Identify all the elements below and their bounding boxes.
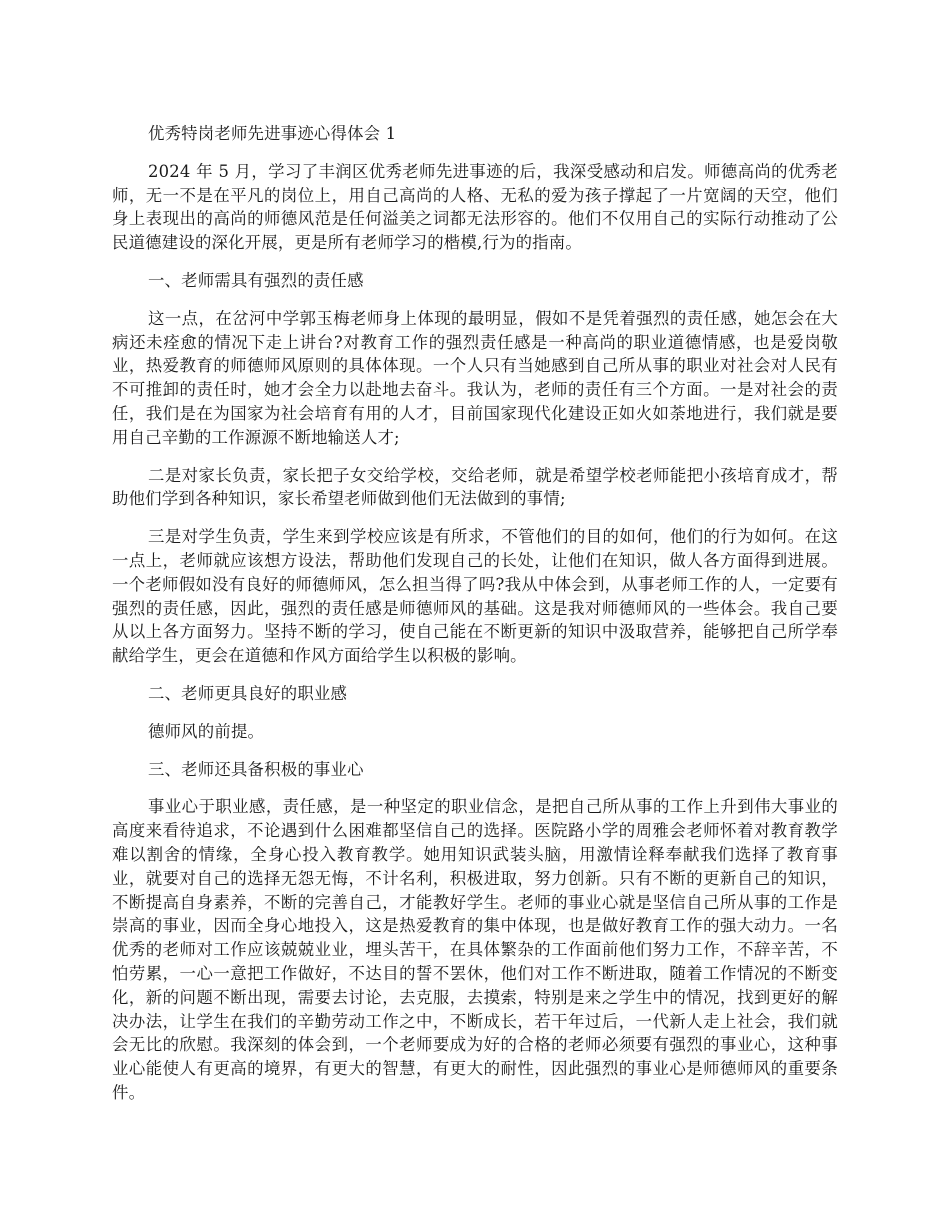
intro-paragraph: 2024 年 5 月，学习了丰润区优秀老师先进事迹的后，我深受感动和启发。师德高尚的优秀老师，无一不是在平凡的岗位上，用自己高尚的人格、无私的爱为孩子撑起了一片宽阔的天空，他们身上表现出的高尚的师德风范是任何溢美之词都无法形容的。他们不仅用自己的实际行动推动了公民道德建设的深化开展，更是所有老师学习的楷模,行为的指南。: [112, 161, 838, 253]
document-title: 优秀特岗老师先进事迹心得体会 1: [148, 124, 397, 143]
responsibility-paragraph: 这一点，在岔河中学郭玉梅老师身上体现的最明显，假如不是凭着强烈的责任感，她怎会在大病还未痊愈的情况下走上讲台?对教育工作的强烈责任感是一种高尚的职业道德情感，也是爱岗敬业，热爱教育的师德师风原则的具体体现。一个人只有当她感到自己所从事的职业对社会对人民有不可推卸的责任时，她才会全力以赴地去奋斗。我认为，老师的责任有三个方面。一是对社会的责任，我们是在为国家为社会培育有用的人才，目前国家现代化建设正如火如荼地进行，我们就是要用自己辛勤的工作源源不断地输送人才;: [112, 308, 838, 447]
section-heading-responsibility: 一、老师需具有强烈的责任感: [148, 270, 364, 290]
parents-paragraph: 二是对家长负责，家长把子女交给学校，交给老师，就是希望学校老师能把小孩培育成才，帮助他们学到各种知识，家长希望老师做到他们无法做到的事情;: [112, 465, 838, 509]
students-paragraph: 三是对学生负责，学生来到学校应该是有所求，不管他们的目的如何，他们的行为如何。在这一点上，老师就应该想方设法，帮助他们发现自己的长处，让他们在知识，做人各方面得到进展。一个老师假如没有良好的师德师风，怎么担当得了吗?我从中体会到，从事老师工作的人，一定要有强烈的责任感，因此，强烈的责任感是师德师风的基础。这是我对师德师风的一些体会。我自己要从以上各方面努力。坚持不断的学习，使自己能在不断更新的知识中汲取营养，能够把自己所学奉献给学生，更会在道德和作风方面给学生以积极的影响。: [112, 527, 838, 666]
dedication-paragraph: 事业心于职业感，责任感，是一种坚定的职业信念，是把自己所从事的工作上升到伟大事业的高度来看待追求，不论遇到什么困难都坚信自己的选择。医院路小学的周雅会老师怀着对教育教学难以割舍的情缘，全身心投入教育教学。她用知识武装头脑，用激情诠释奉献我们选择了教育事业，就要对自己的选择无怨无悔，不计名利，积极进取，努力创新。只有不断的更新自己的知识，不断提高自身素养，不断的完善自己，才能教好学生。老师的事业心就是坚信自己所从事的工作是崇高的事业，因而全身心地投入，这是热爱教育的集中体现，也是做好教育工作的强大动力。一名优秀的老师对工作应该兢兢业业，埋头苦干，在具体繁杂的工作面前他们努力工作，不辞辛苦，不怕劳累，一心一意把工作做好，不达目的誓不罢休，他们对工作不断进取，随着工作情况的不断变化，新的问题不断出现，需要去讨论，去克服，去摸索，特别是来之学生中的情况，找到更好的解决办法，让学生在我们的辛勤劳动工作之中，不断成长，若干年过后，一代新人走上社会，我们就会无比的欣慰。我深刻的体会到，一个老师要成为好的合格的老师必须要有强烈的事业心，这种事业心能使人有更高的境界，有更大的智慧，有更大的耐性，因此强烈的事业心是师德师风的重要条件。: [112, 797, 838, 1102]
section-heading-professionalism: 二、老师更具良好的职业感: [148, 683, 348, 703]
document-page: [112, 122, 838, 1119]
professionalism-paragraph: 德师风的前提。: [148, 721, 265, 741]
section-heading-dedication: 三、老师还具备积极的事业心: [148, 759, 364, 779]
